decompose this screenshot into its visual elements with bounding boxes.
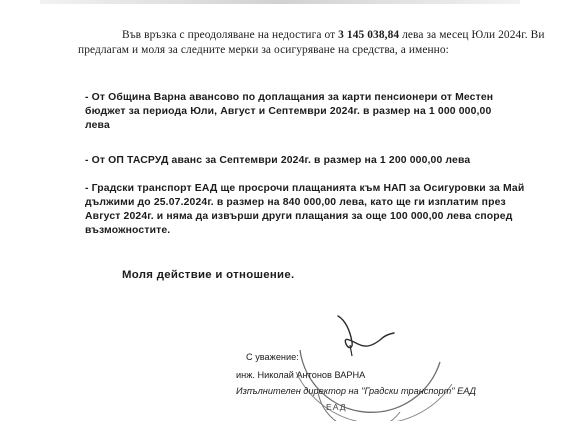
closing-request: Моля действие и отношение. [122,269,295,281]
deficit-amount: 3 145 038,84 [338,29,400,41]
measure-3-line-2: дължими до 25.07.2024г. в размер на 840 000,00 лева, като ще ги изплатим през [85,197,506,208]
measure-1-line-1: - От Община Варна авансово по доплащания за карти пенсионери от Местен [85,92,494,103]
intro-line-2: предлагам и моля за следните мерки за осигуряване на средства, а именно: [78,44,449,56]
intro-line-1 [122,29,545,41]
stamp-label: ЕАД [326,402,347,412]
scan-top-edge [40,0,520,4]
signature-greeting: С уважение: [246,352,299,362]
measure-1-line-2: бюджет за периода Юли, Август и Септември 2024г. в размер на 1 000 000,00 [85,106,492,117]
measure-3-line-1: - Градски транспорт ЕАД ще просрочи плащанията към НАП за Осигуровки за Май [85,183,525,194]
measure-1-line-3: лева [85,120,110,131]
measure-3-line-4: възможностите. [85,225,171,236]
intro-text: Във връзка с преодоляване на недостига от [122,29,339,41]
measure-2-line-1: - От ОП ТАСРУД аванс за Септември 2024г. в размер на 1 200 000,00 лева [85,155,471,166]
measure-3-line-3: Август 2024г. и няма да извърши други плащания за още 100 000,00 лева според [85,211,513,222]
signatory-position: Изпълнителен директор на "Градски транспорт" ЕАД [236,386,476,396]
signatory-name: инж. Николай Антонов ВАРНА [236,370,366,380]
intro-text-end: лева за месец Юли 2024г. Ви [399,29,545,41]
